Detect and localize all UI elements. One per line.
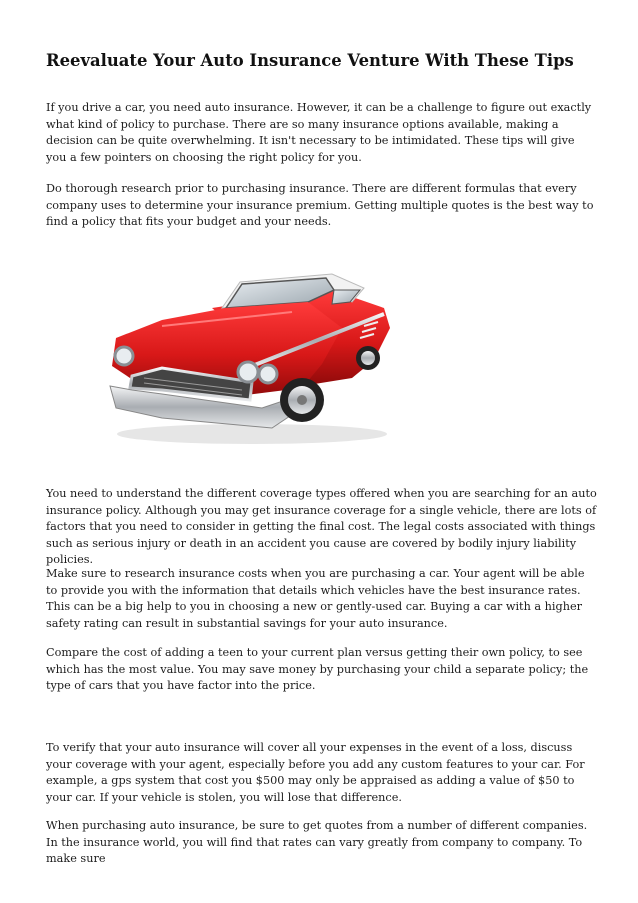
- paragraph-custom-features: To verify that your auto insurance will cover all your expenses in the event of a loss, discuss your coverage with your agent, especially before you add any custom features to your car. For example, a gps system that cost you $500 may only be appraised as adding a value of $50 to your car. If your vehicle is stolen, you will lose that difference.: [46, 741, 585, 804]
- paragraph-intro: If you drive a car, you need auto insurance. However, it can be a challenge to figure out exactly what kind of policy to purchase. There are so many insurance options available, making a decision can be quite overwhelming. It isn't necessary to be intimidated. These tips will give you a few pointers on choosing the right policy for you.: [46, 101, 592, 164]
- article-title: Reevaluate Your Auto Insurance Venture With These Tips: [46, 51, 574, 70]
- paragraph-teen-policy: Compare the cost of adding a teen to your current plan versus getting their own policy, to see which has the most value. You may save money by purchasing your child a separate policy; the type of cars that you have factor into the price.: [46, 646, 589, 693]
- paragraph-coverage-types: You need to understand the different coverage types offered when you are searching for an auto insurance policy. Although you may get insurance coverage for a single vehicle, there are lots of factors that you need to consider in getting the final cost. The legal costs associated with things such as serious injury or death in an accident you cause are covered by bodily injury liability policies.: [46, 487, 597, 567]
- paragraph-research-costs: Make sure to research insurance costs when you are purchasing a car. Your agent will be able to provide you with the information that details which vehicles have the best insurance rates. This can be a big help to you in choosing a new or gently-used car. Buying a car with a higher safety rating can result in substantial savings for your auto insurance.: [46, 567, 585, 630]
- paragraph-compare-quotes: When purchasing auto insurance, be sure to get quotes from a number of different companies. In the insurance world, you will find that rates can vary greatly from company to company. To make sure: [46, 819, 588, 866]
- paragraph-research: Do thorough research prior to purchasing insurance. There are different formulas that every company uses to determine your insurance premium. Getting multiple quotes is the best way to find a policy that fits your budget and your needs.: [46, 182, 594, 229]
- red-car-icon: [102, 268, 394, 448]
